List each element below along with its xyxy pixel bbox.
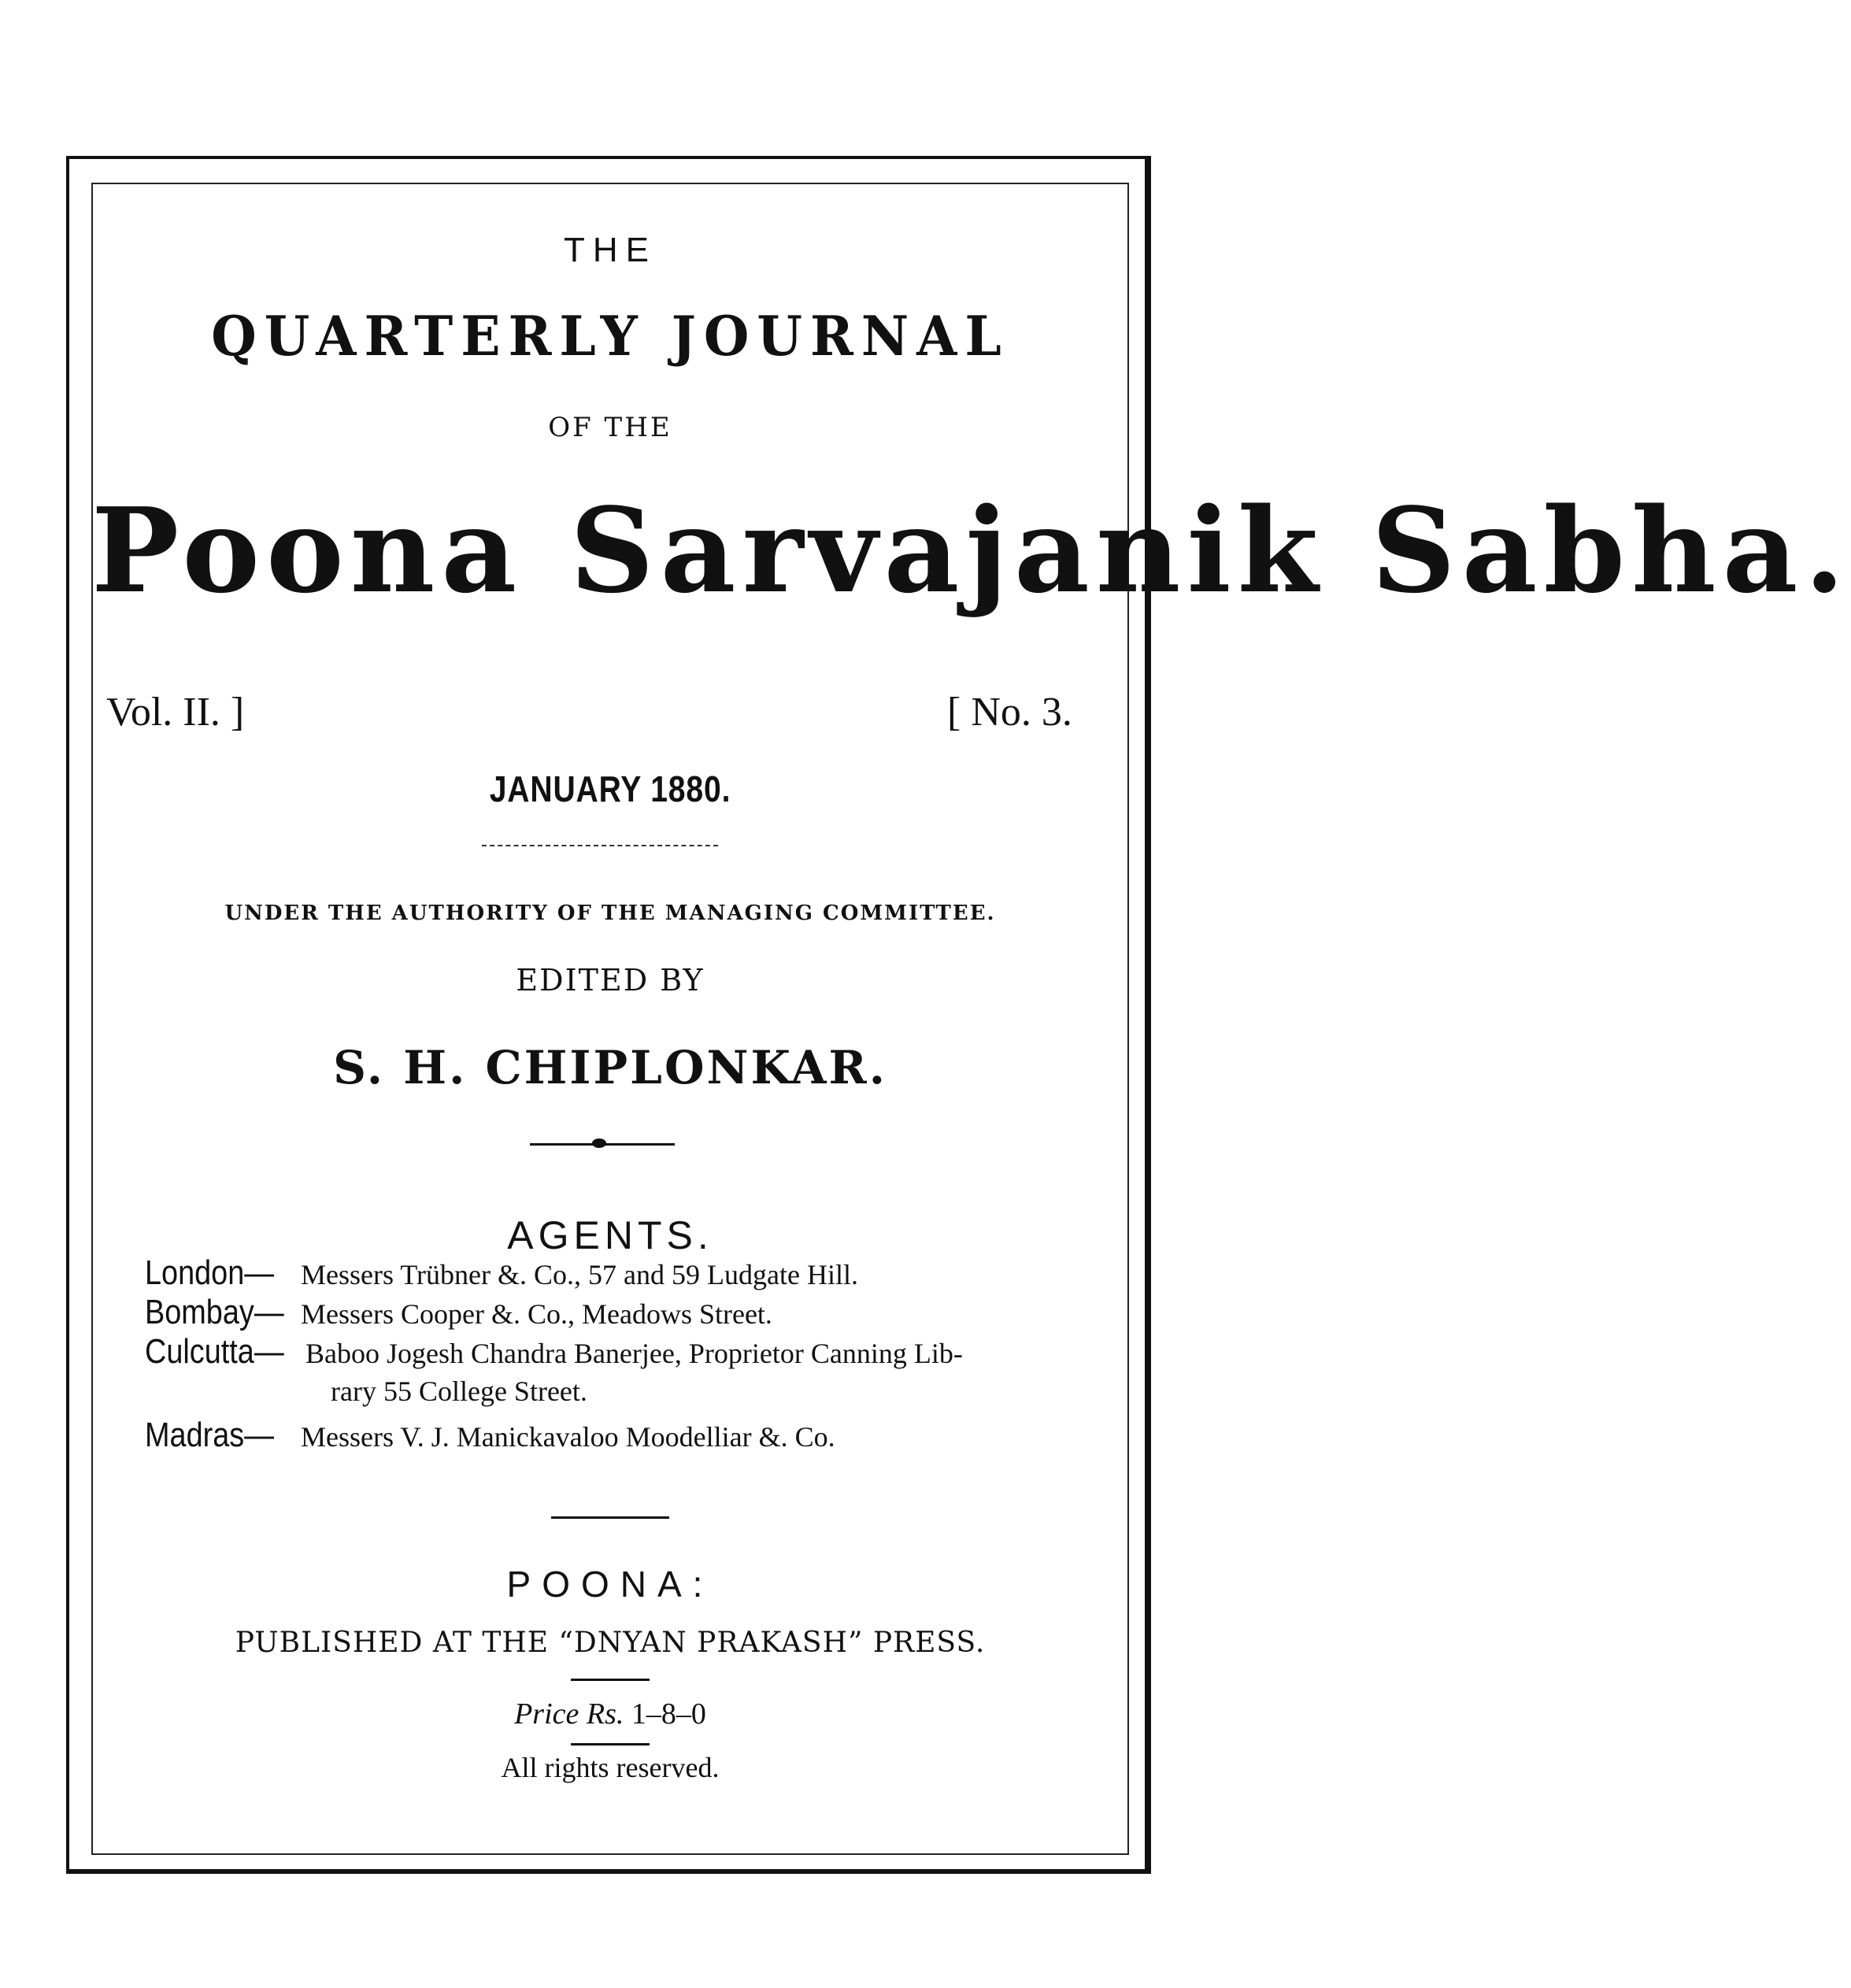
edited-by-label: EDITED BY [516, 963, 705, 998]
agent-line-bombay: Messers Cooper &. Co., Meadows Street. [301, 1298, 772, 1330]
issue-date: JANUARY 1880. [489, 768, 731, 809]
wavy-divider [482, 845, 718, 846]
authority-line: UNDER THE AUTHORITY OF THE MANAGING COMMITTEE. [224, 901, 996, 925]
agent-line-culcutta-cont: rary 55 College Street. [331, 1375, 587, 1407]
price-value: 1–8–0 [631, 1697, 706, 1731]
imprint-place: POONA: [506, 1564, 714, 1605]
price-divider-bottom [571, 1743, 650, 1746]
imprint-divider [551, 1516, 669, 1519]
agent-city-madras: Madras— [145, 1416, 275, 1454]
masthead-the: THE [564, 231, 657, 269]
editor-name: S. H. CHIPLONKAR. [333, 1041, 887, 1094]
price-line [91, 1697, 1129, 1731]
imprint-publisher: PUBLISHED AT THE “DNYAN PRAKASH” PRESS. [235, 1627, 986, 1659]
agent-city-bombay: Bombay— [145, 1293, 284, 1331]
ornament-dot [592, 1138, 606, 1148]
agent-line-london: Messers Trübner &. Co., 57 and 59 Ludgate Hill. [301, 1259, 858, 1290]
price-divider-top [571, 1679, 650, 1681]
journal-title: QUARTERLY JOURNAL [211, 304, 1009, 368]
price-label: Price Rs. [514, 1697, 624, 1731]
society-title: Poona Sarvajanik Sabha. [91, 482, 1851, 619]
volume-label: Vol. II. ] [106, 690, 245, 735]
agent-line-madras: Messers V. J. Manickavaloo Moodelliar &. Co. [301, 1421, 835, 1453]
rights-notice: All rights reserved. [501, 1752, 720, 1783]
issue-number: [ No. 3. [947, 690, 1072, 735]
agent-line-culcutta: Baboo Jogesh Chandra Banerjee, Proprietor Canning Lib- [305, 1338, 963, 1369]
masthead-of-the: OF THE [548, 412, 672, 443]
agent-city-culcutta: Culcutta— [145, 1332, 284, 1371]
agent-city-london: London— [145, 1253, 275, 1292]
agents-heading: AGENTS. [507, 1213, 713, 1257]
